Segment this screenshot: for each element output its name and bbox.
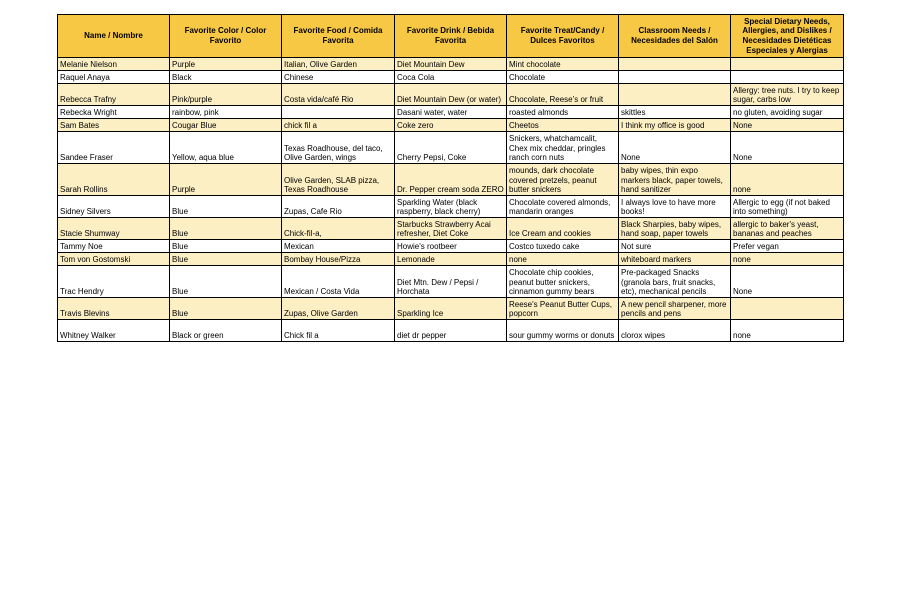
cell-classroom-needs: skittles bbox=[619, 106, 731, 119]
cell-color: Purple bbox=[170, 58, 282, 71]
cell-color: Blue bbox=[170, 253, 282, 266]
cell-dietary-needs bbox=[731, 58, 844, 71]
cell-dietary-needs: Allergic to egg (if not baked into something) bbox=[731, 196, 844, 218]
cell-treat: roasted almonds bbox=[507, 106, 619, 119]
cell-dietary-needs: Prefer vegan bbox=[731, 240, 844, 253]
cell-color: Cougar Blue bbox=[170, 119, 282, 132]
cell-color: Purple bbox=[170, 164, 282, 196]
cell-dietary-needs: none bbox=[731, 253, 844, 266]
cell-classroom-needs: I always love to have more books! bbox=[619, 196, 731, 218]
cell-drink: Sparkling Ice bbox=[395, 298, 507, 320]
cell-dietary-needs: none bbox=[731, 164, 844, 196]
header-dietary-needs: Special Dietary Needs, Allergies, and Dislikes / Necesidades Dietéticas Especiales y Alergias bbox=[731, 15, 844, 58]
header-drink: Favorite Drink / Bebida Favorita bbox=[395, 15, 507, 58]
cell-treat: Ice Cream and cookies bbox=[507, 218, 619, 240]
cell-drink: Howie's rootbeer bbox=[395, 240, 507, 253]
cell-food: chick fil a bbox=[282, 119, 395, 132]
cell-name: Sandee Fraser bbox=[58, 132, 170, 164]
table-row bbox=[58, 266, 844, 298]
header-row bbox=[58, 15, 844, 58]
table-row bbox=[58, 320, 844, 342]
cell-name: Whitney Walker bbox=[58, 320, 170, 342]
cell-treat: Chocolate, Reese’s or fruit bbox=[507, 84, 619, 106]
cell-dietary-needs: Allergy: tree nuts. I try to keep sugar, carbs low bbox=[731, 84, 844, 106]
cell-color: Blue bbox=[170, 298, 282, 320]
cell-name: Raquel Anaya bbox=[58, 71, 170, 84]
header-name: Name / Nombre bbox=[58, 15, 170, 58]
cell-name: Sarah Rollins bbox=[58, 164, 170, 196]
cell-drink: Dr. Pepper cream soda ZERO bbox=[395, 164, 507, 196]
cell-drink: Coca Cola bbox=[395, 71, 507, 84]
cell-treat: Chocolate bbox=[507, 71, 619, 84]
cell-treat: none bbox=[507, 253, 619, 266]
cell-color: Black bbox=[170, 71, 282, 84]
cell-name: Melanie Nielson bbox=[58, 58, 170, 71]
cell-food: Bombay House/Pizza bbox=[282, 253, 395, 266]
cell-treat: Reese's Peanut Butter Cups, popcorn bbox=[507, 298, 619, 320]
cell-dietary-needs: None bbox=[731, 266, 844, 298]
table-row bbox=[58, 164, 844, 196]
cell-classroom-needs bbox=[619, 58, 731, 71]
cell-dietary-needs: none bbox=[731, 320, 844, 342]
table-row bbox=[58, 298, 844, 320]
table-row bbox=[58, 58, 844, 71]
cell-food: Chinese bbox=[282, 71, 395, 84]
cell-name: Stacie Shumway bbox=[58, 218, 170, 240]
cell-drink: Dasani water, water bbox=[395, 106, 507, 119]
cell-classroom-needs: Black Sharpies, baby wipes, hand soap, paper towels bbox=[619, 218, 731, 240]
cell-name: Trac Hendry bbox=[58, 266, 170, 298]
cell-drink: Coke zero bbox=[395, 119, 507, 132]
cell-color: Blue bbox=[170, 196, 282, 218]
cell-dietary-needs: no gluten, avoiding sugar bbox=[731, 106, 844, 119]
cell-color: Black or green bbox=[170, 320, 282, 342]
cell-drink: Diet Mtn. Dew / Pepsi / Horchata bbox=[395, 266, 507, 298]
table-row bbox=[58, 196, 844, 218]
table-row bbox=[58, 253, 844, 266]
cell-color: Blue bbox=[170, 266, 282, 298]
cell-drink: Diet Mountain Dew bbox=[395, 58, 507, 71]
cell-color: Blue bbox=[170, 240, 282, 253]
table-row bbox=[58, 218, 844, 240]
cell-classroom-needs: None bbox=[619, 132, 731, 164]
cell-classroom-needs: Pre-packaged Snacks (granola bars, fruit snacks, etc), mechanical pencils bbox=[619, 266, 731, 298]
cell-name: Tom von Gostomski bbox=[58, 253, 170, 266]
cell-food: Chick-fil-a, bbox=[282, 218, 395, 240]
cell-classroom-needs: baby wipes, thin expo markers black, paper towels, hand sanitizer bbox=[619, 164, 731, 196]
cell-color: Blue bbox=[170, 218, 282, 240]
cell-food: Costa vida/café Rio bbox=[282, 84, 395, 106]
table-row bbox=[58, 84, 844, 106]
cell-treat: Costco tuxedo cake bbox=[507, 240, 619, 253]
cell-drink: Diet Mountain Dew (or water) bbox=[395, 84, 507, 106]
cell-color: rainbow, pink bbox=[170, 106, 282, 119]
cell-drink: Sparkling Water (black raspberry, black cherry) bbox=[395, 196, 507, 218]
header-color: Favorite Color / Color Favorito bbox=[170, 15, 282, 58]
cell-food: Mexican / Costa Vida bbox=[282, 266, 395, 298]
spreadsheet bbox=[57, 14, 843, 342]
cell-treat: Chocolate chip cookies, peanut butter snickers, cinnamon gummy bears bbox=[507, 266, 619, 298]
cell-treat: Mint chocolate bbox=[507, 58, 619, 71]
cell-food: Chick fil a bbox=[282, 320, 395, 342]
cell-dietary-needs: None bbox=[731, 132, 844, 164]
cell-name: Sam Bates bbox=[58, 119, 170, 132]
cell-drink: Lemonade bbox=[395, 253, 507, 266]
cell-food: Zupas, Cafe Rio bbox=[282, 196, 395, 218]
cell-treat: mounds, dark chocolate covered pretzels, peanut butter snickers bbox=[507, 164, 619, 196]
header-food: Favorite Food / Comida Favorita bbox=[282, 15, 395, 58]
header-treat: Favorite Treat/Candy / Dulces Favoritos bbox=[507, 15, 619, 58]
cell-name: Sidney Silvers bbox=[58, 196, 170, 218]
cell-name: Rebecka Wright bbox=[58, 106, 170, 119]
cell-drink: Cherry Pepsi, Coke bbox=[395, 132, 507, 164]
table-row bbox=[58, 132, 844, 164]
table-row bbox=[58, 240, 844, 253]
cell-food bbox=[282, 106, 395, 119]
cell-classroom-needs bbox=[619, 84, 731, 106]
table-row bbox=[58, 71, 844, 84]
cell-classroom-needs: I think my office is good bbox=[619, 119, 731, 132]
header-classroom-needs: Classroom Needs / Necesidades del Salón bbox=[619, 15, 731, 58]
cell-food: Mexican bbox=[282, 240, 395, 253]
cell-color: Yellow, aqua blue bbox=[170, 132, 282, 164]
cell-treat: sour gummy worms or donuts bbox=[507, 320, 619, 342]
cell-name: Travis Blevins bbox=[58, 298, 170, 320]
cell-food: Italian, Olive Garden bbox=[282, 58, 395, 71]
cell-classroom-needs: Not sure bbox=[619, 240, 731, 253]
cell-classroom-needs bbox=[619, 71, 731, 84]
cell-treat: Snickers, whatchamcalit, Chex mix cheddar, pringles ranch corn nuts bbox=[507, 132, 619, 164]
cell-color: Pink/purple bbox=[170, 84, 282, 106]
cell-classroom-needs: A new pencil sharpener, more pencils and pens bbox=[619, 298, 731, 320]
cell-dietary-needs: allergic to baker's yeast, bananas and peaches bbox=[731, 218, 844, 240]
cell-dietary-needs bbox=[731, 71, 844, 84]
cell-food: Texas Roadhouse, del taco, Olive Garden, wings bbox=[282, 132, 395, 164]
cell-drink: diet dr pepper bbox=[395, 320, 507, 342]
cell-name: Rebecca Trafny bbox=[58, 84, 170, 106]
table-row bbox=[58, 106, 844, 119]
cell-classroom-needs: clorox wipes bbox=[619, 320, 731, 342]
table-row bbox=[58, 119, 844, 132]
cell-treat: Cheetos bbox=[507, 119, 619, 132]
cell-name: Tammy Noe bbox=[58, 240, 170, 253]
cell-food: Olive Garden, SLAB pizza, Texas Roadhouse bbox=[282, 164, 395, 196]
cell-dietary-needs: None bbox=[731, 119, 844, 132]
cell-food: Zupas, Olive Garden bbox=[282, 298, 395, 320]
cell-drink: Starbucks Strawberry Acai refresher, Diet Coke bbox=[395, 218, 507, 240]
preferences-table bbox=[57, 14, 844, 342]
cell-treat: Chocolate covered almonds, mandarin oranges bbox=[507, 196, 619, 218]
cell-dietary-needs bbox=[731, 298, 844, 320]
cell-classroom-needs: whiteboard markers bbox=[619, 253, 731, 266]
